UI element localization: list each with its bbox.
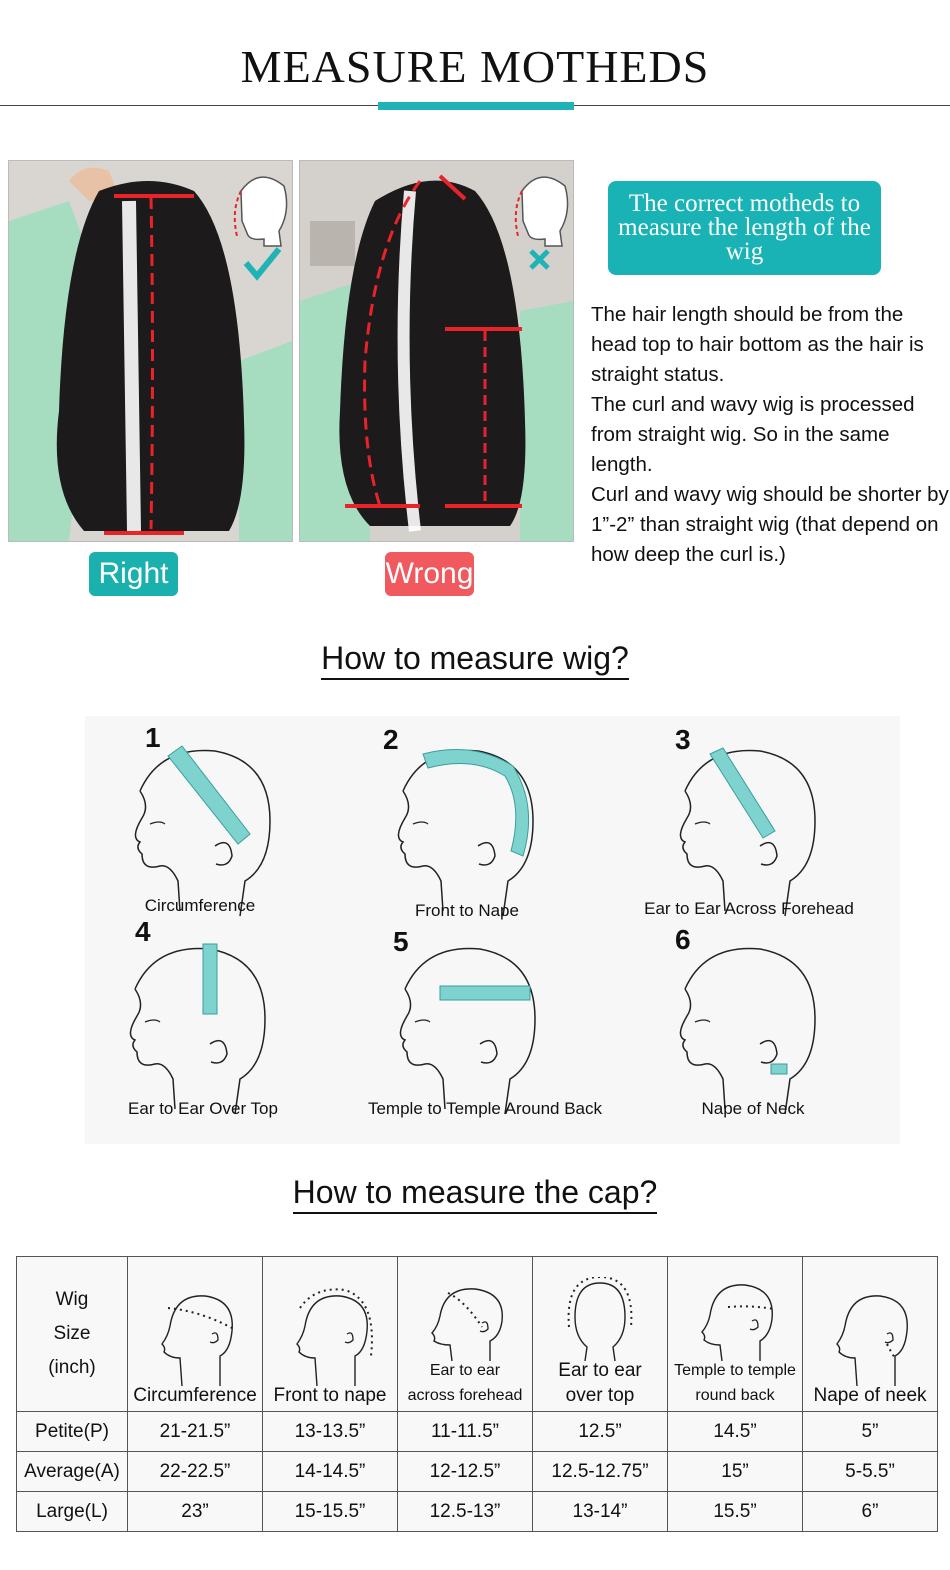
size-cell: Average(A) [17,1452,128,1492]
cap-size-table [16,1256,938,1532]
description-paragraph: The hair length should be from the head top to hair bottom as the hair is straight status. [591,303,924,386]
value-cell: 23” [128,1492,263,1532]
length-description [591,300,950,570]
table-row [17,1452,938,1492]
head-figure-circumference [135,746,270,916]
column-header-ear-to-ear-forehead: Ear to ear across forehead [398,1257,533,1412]
table-row [17,1492,938,1532]
value-cell: 13-14” [533,1492,668,1532]
size-cell: Petite(P) [17,1412,128,1452]
value-cell: 5-5.5” [803,1452,938,1492]
step-label: Ear to Ear Over Top [128,1099,278,1118]
table-row [17,1412,938,1452]
step-number: 2 [383,724,399,755]
head-figure-nape-of-neck [680,949,815,1115]
column-header-ear-to-ear-top: Ear to ear over top [533,1257,668,1412]
step-number: 3 [675,724,691,755]
corner-header-cell [17,1257,128,1412]
column-header-front-to-nape: Front to nape [263,1257,398,1412]
section-heading-wig: How to measure wig? [0,640,950,677]
step-number: 6 [675,924,691,955]
title-accent-bar [378,102,574,110]
value-cell: 6” [803,1492,938,1532]
size-cell: Large(L) [17,1492,128,1532]
value-cell: 21-21.5” [128,1412,263,1452]
column-header-temple-to-temple: Temple to temple round back [668,1257,803,1412]
head-figure-ear-to-ear-forehead [680,748,815,916]
value-cell: 12.5-12.75” [533,1452,668,1492]
wrong-label: Wrong [385,552,474,596]
callout-box [608,181,881,275]
value-cell: 5” [803,1412,938,1452]
header-line: (inch) [48,1357,96,1378]
column-header-circumference: Circumference [128,1257,263,1412]
step-number: 5 [393,926,409,957]
section-heading-cap: How to measure the cap? [0,1174,950,1211]
description-paragraph: The curl and wavy wig is processed from straight wig. So in the same length. [591,393,915,476]
column-header-nape-of-neck: Nape of neek [803,1257,938,1412]
photo-right-measure [8,160,293,542]
measure-steps-panel [85,716,900,1144]
value-cell: 14-14.5” [263,1452,398,1492]
head-temple-to-temple-icon [690,1277,780,1361]
head-figure-temple-to-temple [400,949,535,1115]
value-cell: 13-13.5” [263,1412,398,1452]
step-label: Nape of Neck [701,1099,805,1118]
value-cell: 15.5” [668,1492,803,1532]
step-number: 1 [145,722,161,753]
head-front-view-icon [555,1277,645,1361]
header-line: Wig [55,1289,89,1310]
step-label: Front to Nape [415,901,519,920]
photo-wrong-measure [299,160,574,542]
head-figure-ear-to-ear-top [130,944,265,1114]
step-label: Ear to Ear Across Forehead [644,899,854,918]
head-circumference-icon [150,1286,240,1386]
head-ear-to-ear-forehead-icon [420,1281,510,1361]
value-cell: 12.5” [533,1412,668,1452]
step-label: Circumference [144,896,256,915]
value-cell: 14.5” [668,1412,803,1452]
step-label: Temple to Temple Around Back [367,1099,603,1118]
value-cell: 15” [668,1452,803,1492]
value-cell: 11-11.5” [398,1412,533,1452]
value-cell: 12-12.5” [398,1452,533,1492]
step-number: 4 [135,916,151,947]
description-paragraph: Curl and wavy wig should be shorter by 1”-2” than straight wig (that depend on how deep the curl is.) [591,483,949,566]
table-header-row [17,1257,938,1412]
callout-text: The correct motheds to measure the length of the wig [618,190,871,265]
head-figure-front-to-nape [398,750,533,916]
right-label: Right [89,552,178,596]
value-cell: 12.5-13” [398,1492,533,1532]
head-nape-icon [825,1286,915,1386]
value-cell: 22-22.5” [128,1452,263,1492]
header-line: Size [53,1323,91,1344]
head-front-to-nape-icon [285,1286,375,1386]
page-title: MEASURE MOTHEDS [240,41,710,92]
value-cell: 15-15.5” [263,1492,398,1532]
